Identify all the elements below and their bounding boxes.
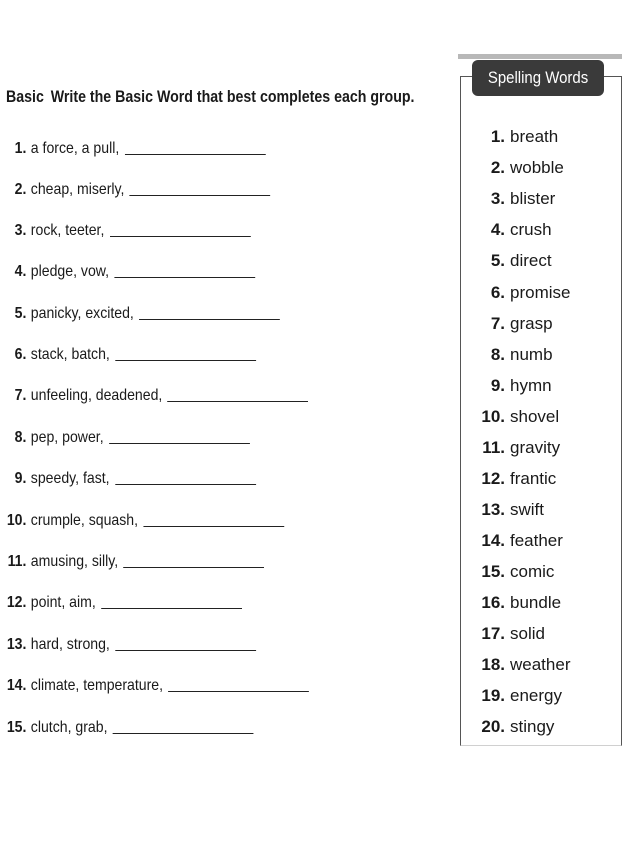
spelling-word	[458, 157, 622, 179]
word-text: breath	[510, 127, 559, 146]
spelling-word	[458, 499, 622, 521]
instructions-heading	[6, 88, 415, 107]
spelling-word	[458, 592, 622, 614]
item-number: 7.	[14, 387, 27, 404]
exercise-item	[0, 136, 265, 158]
spelling-word	[458, 654, 622, 676]
item-number: 4.	[14, 263, 27, 280]
spelling-word	[458, 437, 622, 459]
word-text: swift	[510, 500, 544, 519]
word-number: 18.	[481, 655, 505, 674]
word-text: wobble	[510, 158, 564, 177]
answer-blank[interactable]	[125, 153, 266, 155]
instructions-tag: Basic	[6, 88, 44, 106]
word-number: 1.	[490, 127, 505, 146]
exercise-item	[0, 549, 264, 571]
answer-blank[interactable]	[168, 690, 309, 692]
word-text: bundle	[510, 593, 562, 612]
word-text: promise	[510, 283, 571, 302]
exercise-item	[0, 218, 250, 240]
item-clue: panicky, excited,	[30, 305, 134, 322]
exercise-item	[0, 259, 255, 281]
answer-blank[interactable]	[115, 649, 256, 651]
answer-blank[interactable]	[115, 483, 256, 485]
answer-blank[interactable]	[143, 525, 284, 527]
word-text: comic	[510, 562, 555, 581]
spelling-word	[458, 375, 622, 397]
word-number: 13.	[481, 500, 505, 519]
word-text: blister	[510, 189, 556, 208]
item-number: 8.	[14, 429, 27, 446]
exercise-item	[0, 590, 242, 612]
word-text: grasp	[510, 314, 553, 333]
word-number: 17.	[481, 624, 505, 643]
item-number: 15.	[6, 719, 27, 736]
answer-blank[interactable]	[113, 732, 254, 734]
word-text: direct	[510, 251, 552, 270]
spelling-word	[458, 344, 622, 366]
item-clue: speedy, fast,	[30, 470, 110, 487]
answer-blank[interactable]	[115, 359, 256, 361]
word-text: frantic	[510, 469, 557, 488]
spelling-word	[458, 282, 622, 304]
exercise-item	[0, 425, 250, 447]
answer-blank[interactable]	[130, 194, 271, 196]
spelling-word	[458, 219, 622, 241]
item-clue: amusing, silly,	[30, 553, 119, 570]
item-number: 9.	[14, 470, 27, 487]
item-clue: stack, batch,	[30, 346, 110, 363]
word-number: 2.	[490, 158, 505, 177]
word-text: stingy	[510, 717, 555, 736]
item-clue: crumple, squash,	[30, 512, 139, 529]
item-clue: a force, a pull,	[30, 140, 120, 157]
answer-blank[interactable]	[123, 566, 264, 568]
item-clue: rock, teeter,	[30, 222, 105, 239]
answer-blank[interactable]	[101, 607, 242, 609]
exercise-item	[0, 673, 309, 695]
item-number: 2.	[14, 181, 27, 198]
spelling-word	[458, 623, 622, 645]
word-number: 14.	[481, 531, 505, 550]
spelling-words-title: Spelling Words	[472, 60, 604, 96]
spelling-word	[458, 716, 622, 738]
spelling-word	[458, 685, 622, 707]
item-clue: hard, strong,	[30, 636, 110, 653]
word-number: 4.	[490, 220, 505, 239]
spelling-word	[458, 313, 622, 335]
word-text: numb	[510, 345, 553, 364]
word-text: feather	[510, 531, 563, 550]
word-text: solid	[510, 624, 545, 643]
word-number: 20.	[481, 717, 505, 736]
item-clue: unfeeling, deadened,	[30, 387, 163, 404]
spelling-word	[458, 561, 622, 583]
word-text: weather	[510, 655, 571, 674]
spelling-words-box	[458, 54, 622, 744]
spelling-word	[458, 250, 622, 272]
exercise-item	[0, 632, 256, 654]
answer-blank[interactable]	[168, 400, 309, 402]
spelling-word	[458, 126, 622, 148]
item-number: 14.	[6, 677, 27, 694]
exercise-item	[0, 342, 256, 364]
word-number: 6.	[490, 283, 505, 302]
item-number: 6.	[14, 346, 27, 363]
spelling-word	[458, 468, 622, 490]
spelling-word	[458, 188, 622, 210]
answer-blank[interactable]	[109, 442, 250, 444]
item-clue: point, aim,	[30, 594, 96, 611]
word-text: hymn	[510, 376, 552, 395]
exercise-item	[0, 466, 256, 488]
item-clue: pledge, vow,	[30, 263, 110, 280]
box-top-bar	[458, 54, 622, 59]
word-number: 7.	[490, 314, 505, 333]
exercise-item	[0, 301, 280, 323]
exercise-item	[0, 715, 254, 737]
answer-blank[interactable]	[139, 318, 280, 320]
word-text: shovel	[510, 407, 560, 426]
word-text: gravity	[510, 438, 561, 457]
item-number: 1.	[14, 140, 27, 157]
item-number: 3.	[14, 222, 27, 239]
item-number: 11.	[7, 553, 27, 570]
item-clue: cheap, miserly,	[30, 181, 125, 198]
item-clue: clutch, grab,	[30, 719, 108, 736]
word-number: 19.	[481, 686, 505, 705]
item-number: 5.	[14, 305, 27, 322]
spelling-word	[458, 406, 622, 428]
word-number: 15.	[481, 562, 505, 581]
word-number: 8.	[490, 345, 505, 364]
exercise-item	[0, 177, 271, 199]
item-clue: pep, power,	[30, 429, 104, 446]
word-number: 5.	[490, 251, 505, 270]
word-text: crush	[510, 220, 552, 239]
exercise-item	[0, 508, 284, 530]
item-number: 10.	[6, 512, 27, 529]
item-number: 12.	[6, 594, 27, 611]
word-number: 10.	[481, 407, 505, 426]
instructions-text: Write the Basic Word that best completes each group.	[50, 88, 415, 106]
exercise-item	[0, 383, 308, 405]
item-number: 13.	[6, 636, 27, 653]
item-clue: climate, temperature,	[30, 677, 164, 694]
answer-blank[interactable]	[110, 235, 251, 237]
word-number: 16.	[481, 593, 505, 612]
word-text: energy	[510, 686, 562, 705]
word-number: 11.	[482, 438, 505, 457]
word-number: 12.	[481, 469, 505, 488]
answer-blank[interactable]	[114, 276, 255, 278]
word-number: 9.	[490, 376, 505, 395]
word-number: 3.	[490, 189, 505, 208]
spelling-word	[458, 530, 622, 552]
